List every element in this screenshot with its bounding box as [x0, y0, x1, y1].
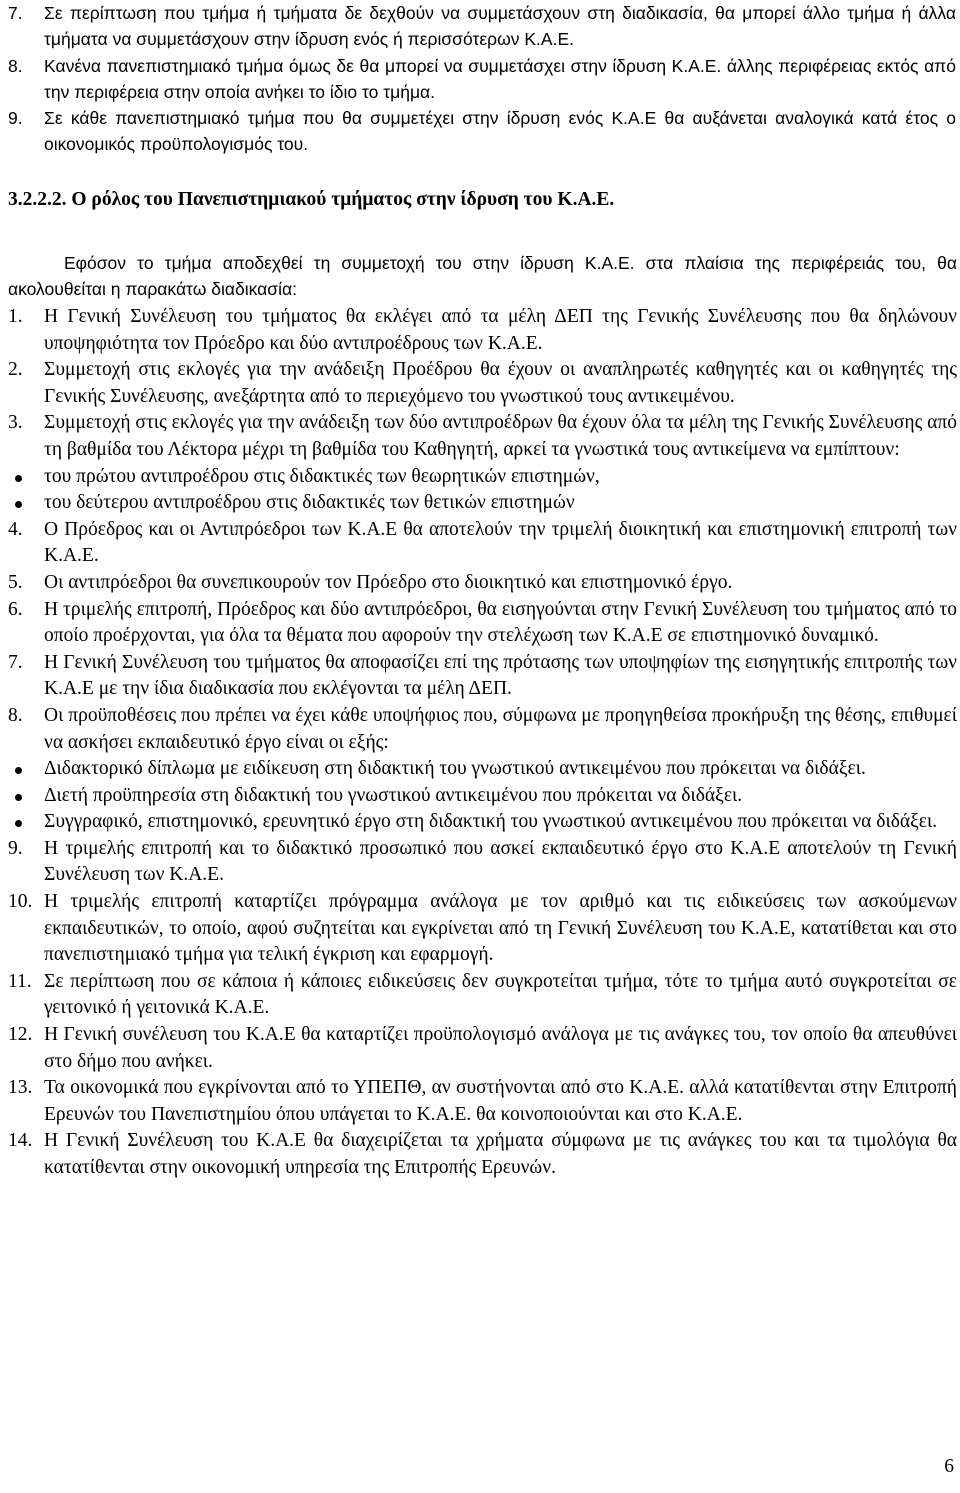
item-number: 7.	[8, 3, 23, 23]
item-number: 1.	[8, 306, 23, 327]
list-item	[8, 597, 957, 650]
section-heading: 3.2.2.2. Ο ρόλος του Πανεπιστημιακού τμήματος στην ίδρυση του Κ.Α.Ε.	[8, 189, 615, 210]
bullet-list	[8, 464, 957, 517]
list-item	[8, 969, 957, 1022]
intro-text: Εφόσον το τμήμα αποδεχθεί τη συμμετοχή του στην ίδρυση Κ.Α.Ε. στα πλαίσια της περιφέρειάς του, θα ακολουθείται η παρακάτω διαδικασία:	[8, 253, 957, 300]
item-text: Τα οικονομικά που εγκρίνονται από το ΥΠΕΠΘ, αν συστήνονται από στο Κ.Α.Ε. αλλά κατατίθενται στην Επιτροπή Ερευνών του Πανεπιστημίου όπου υπάγεται το Κ.Α.Ε. θα κοινοποιούνται και στο Κ.Α.Ε.	[44, 1077, 957, 1125]
item-number: 14.	[8, 1130, 33, 1152]
bullet-item	[8, 464, 957, 491]
item-number: 7.	[8, 651, 23, 673]
bullet-text: Συγγραφικό, επιστημονικό, ερευνητικό έργο στη διδακτική του γνωστικού αντικειμένου που πρόκειται να διδάξει.	[44, 811, 938, 833]
bullet-text: του δεύτερου αντιπροέδρου στις διδακτικές των θετικών επιστημών	[44, 492, 575, 514]
bullet-item	[8, 490, 957, 517]
page-number: 6	[944, 1456, 954, 1477]
list-item	[8, 889, 957, 969]
list-item	[8, 1022, 957, 1075]
item-number: 9.	[8, 837, 23, 859]
item-text: Κανένα πανεπιστημιακό τμήμα όμως δε θα μπορεί να συμμετάσχει στην ίδρυση Κ.Α.Ε. άλλης περιφέρειας εκτός από την περιφέρεια στην οποία ανήκει το ίδιο το τμήμα.	[44, 55, 956, 102]
bullet-icon	[15, 794, 22, 801]
list-item	[8, 357, 957, 410]
item-number: 10.	[8, 891, 33, 913]
bullet-icon	[15, 767, 22, 774]
item-text: Ο Πρόεδρος και οι Αντιπρόεδροι των Κ.Α.Ε θα αποτελούν την τριμελή διοικητική και επιστημονική επιτροπή των Κ.Α.Ε.	[44, 518, 957, 567]
item-number: 8.	[8, 55, 23, 76]
item-number: 4.	[8, 518, 23, 540]
list-item	[8, 1128, 957, 1181]
item-number: 5.	[8, 571, 23, 593]
item-text: Η τριμελής επιτροπή και το διδακτικό προσωπικό που ασκεί εκπαιδευτικό έργο στο Κ.Α.Ε αποτελούν τη Γενική Συνέλευση των Κ.Α.Ε.	[44, 837, 957, 886]
item-text: Η Γενική Συνέλευση του Κ.Α.Ε θα διαχειρίζεται τα χρήματα σύμφωνα με τις ανάγκες του και τα τιμολόγια θα κατατίθενται στην οικονομική υπηρεσία της Επιτροπής Ερευνών.	[44, 1130, 957, 1178]
list-item	[8, 703, 957, 756]
item-text: Οι αντιπρόεδροι θα συνεπικουρούν τον Πρόεδρο στο διοικητικό και επιστημονικό έργο.	[44, 571, 733, 593]
bullet-list	[8, 756, 957, 836]
list-item	[8, 53, 956, 106]
item-text: Σε κάθε πανεπιστημιακό τμήμα που θα συμμετέχει στην ίδρυση ενός Κ.Α.Ε θα αυξάνεται αναλογικά κατά έτος ο οικονομικός προϋπολογισμός του.	[44, 108, 956, 155]
list-item	[8, 410, 957, 463]
list-item	[8, 570, 957, 597]
bullet-item	[8, 783, 957, 810]
list-item	[8, 304, 957, 357]
item-number: 3.	[8, 412, 23, 434]
bullet-icon	[15, 475, 22, 482]
intro-paragraph	[8, 250, 957, 303]
item-text: Η Γενική συνέλευση του Κ.Α.Ε θα καταρτίζει προϋπολογισμό ανάλογα με τις ανάγκες του, τον οποίο θα απευθύνει στο δήμο που ανήκει.	[44, 1024, 957, 1072]
item-number: 11.	[8, 970, 32, 992]
top-numbered-list	[8, 0, 956, 158]
bullet-text: Διδακτορικό δίπλωμα με ειδίκευση στη διδακτική του γνωστικού αντικειμένου που πρόκειται να διδάξει.	[44, 758, 866, 780]
item-number: 2.	[8, 359, 23, 381]
item-number: 8.	[8, 704, 23, 726]
bullet-item	[8, 756, 957, 783]
bullet-item	[8, 809, 957, 836]
list-item	[8, 1075, 957, 1128]
bullet-text: Διετή προϋπηρεσία στη διδακτική του γνωστικού αντικειμένου που πρόκειται να διδάξει.	[44, 784, 743, 806]
item-text: Σε περίπτωση που σε κάποια ή κάποιες ειδικεύσεις δεν συγκροτείται τμήμα, τότε το τμήμα αυτό συγκροτείται σε γειτονικό ή γειτονικά Κ.Α.Ε.	[44, 970, 957, 1019]
item-number: 6.	[8, 598, 23, 620]
list-item	[8, 0, 956, 53]
item-text: Η Γενική Συνέλευση του τμήματος θα αποφασίζει επί της πρότασης των υποψηφίων της εισηγητικής επιτροπής των Κ.Α.Ε με την ίδια διαδικασία που εκλέγονται τα μέλη ΔΕΠ.	[44, 651, 957, 700]
item-text: Συμμετοχή στις εκλογές για την ανάδειξη των δύο αντιπροέδρων θα έχουν όλα τα μέλη της Γενικής Συνέλευσης από τη βαθμίδα του Λέκτορα μέχρι τη βαθμίδα του Καθηγητή, αρκεί τα γνωστικά τους αντικείμενα να εμπίπτουν:	[44, 412, 957, 460]
bullet-text: του πρώτου αντιπροέδρου στις διδακτικές των θεωρητικών επιστημών,	[44, 465, 600, 487]
item-text: Η Γενική Συνέλευση του τμήματος θα εκλέγει από τα μέλη ΔΕΠ της Γενικής Συνέλευσης που θα δηλώνουν υποψηφιότητα τον Πρόεδρο και δύο αντιπροέδρους των Κ.Α.Ε.	[44, 306, 957, 354]
item-text: Οι προϋποθέσεις που πρέπει να έχει κάθε υποψήφιος που, σύμφωνα με προηγηθείσα προκήρυξη της θέσης, επιθυμεί να ασκήσει εκπαιδευτικό έργο είναι οι εξής:	[44, 704, 957, 753]
item-text: Συμμετοχή στις εκλογές για την ανάδειξη Προέδρου θα έχουν οι αναπληρωτές καθηγητές και οι καθηγητές της Γενικής Συνέλευσης, ανεξάρτητα από το περιεχόμενο του γνωστικού τους αντικειμένου.	[44, 359, 957, 407]
item-text: Σε περίπτωση που τμήμα ή τμήματα δε δεχθούν να συμμετάσχουν στη διαδικασία, θα μπορεί άλλο τμήμα ή άλλα τμήματα να συμμετάσχουν στην ίδρυση ενός ή περισσότερων Κ.Α.Ε.	[44, 3, 956, 50]
bullet-icon	[15, 501, 22, 508]
item-number: 9.	[8, 108, 23, 129]
list-item	[8, 836, 957, 889]
procedure-list	[8, 304, 957, 1182]
list-item	[8, 517, 957, 570]
list-item	[8, 105, 956, 158]
item-text: Η τριμελής επιτροπή καταρτίζει πρόγραμμα ανάλογα με τον αριθμό και τις ειδικεύσεις των ασκούμενων εκπαιδευτικών, το οποίο, αφού συζητείται και εγκρίνεται από τη Γενική Συνέλευση του Κ.Α.Ε, κατατίθεται και στο πανεπιστημιακό τμήμα για τελική έγκριση και εφαρμογή.	[44, 891, 957, 966]
item-number: 13.	[8, 1077, 33, 1099]
item-number: 12.	[8, 1024, 33, 1046]
item-text: Η τριμελής επιτροπή, Πρόεδρος και δύο αντιπρόεδροι, θα εισηγούνται στην Γενική Συνέλευση του τμήματος από το οποίο προέρχονται, για όλα τα θέματα που αφορούν την στελέχωση των Κ.Α.Ε σε επιστημονικό δυναμικό.	[44, 598, 957, 647]
list-item	[8, 650, 957, 703]
bullet-icon	[15, 820, 22, 827]
